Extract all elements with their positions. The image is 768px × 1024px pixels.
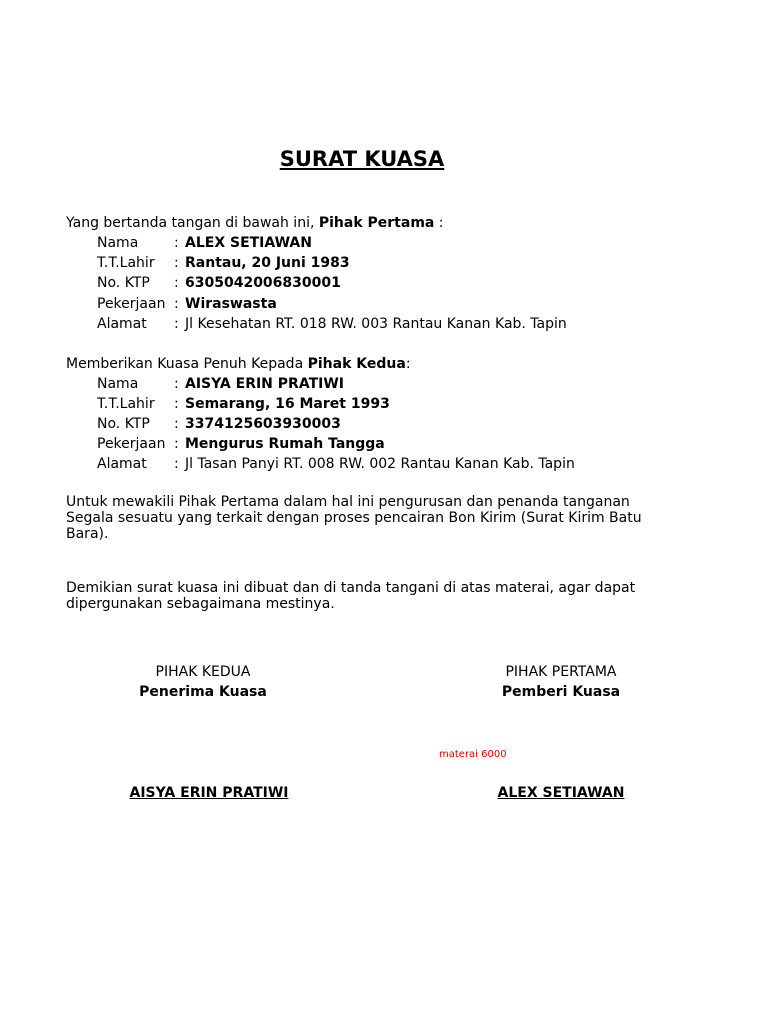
intro-party-name: Pihak Kedua: [307, 356, 406, 372]
field-value-address: Jl Tasan Panyi RT. 008 RW. 002 Rantau Kanan Kab. Tapin: [185, 456, 575, 472]
field-label-birth: T.T.Lahir: [97, 255, 155, 271]
right-party-role: Pemberi Kuasa: [501, 684, 621, 700]
field-label-ktp: No. KTP: [97, 416, 150, 432]
field-colon: :: [174, 416, 179, 432]
field-value-ktp: 3374125603930003: [185, 416, 341, 432]
field-value-name: AISYA ERIN PRATIWI: [185, 376, 344, 392]
field-colon: :: [174, 376, 179, 392]
document-title: SURAT KUASA: [279, 147, 445, 171]
left-party-role: Penerima Kuasa: [139, 684, 267, 700]
field-value-name: ALEX SETIAWAN: [185, 235, 312, 251]
left-party-label: PIHAK KEDUA: [155, 664, 251, 680]
field-label-address: Alamat: [97, 316, 147, 332]
purpose-paragraph: Untuk mewakili Pihak Pertama dalam hal ini pengurusan dan penanda tanganan Segala sesuatu yang terkait dengan proses pencairan Bon Kirim (Surat Kirim Batu Bara).: [66, 494, 642, 542]
closing-paragraph: Demikian surat kuasa ini dibuat dan di tanda tangani di atas materai, agar dapat dipergunakan sebagaimana mestinya.: [66, 580, 636, 612]
field-label-ktp: No. KTP: [97, 275, 150, 291]
field-label-address: Alamat: [97, 456, 147, 472]
intro-suffix: :: [405, 356, 411, 372]
intro-suffix: :: [434, 215, 444, 231]
first-party-intro: [66, 213, 444, 233]
field-value-ktp: 6305042006830001: [185, 275, 341, 291]
field-value-address: Jl Kesehatan RT. 018 RW. 003 Rantau Kanan Kab. Tapin: [185, 316, 567, 332]
field-label-occupation: Pekerjaan: [97, 436, 166, 452]
intro-text: Yang bertanda tangan di bawah ini,: [66, 215, 319, 231]
right-signatory-name: ALEX SETIAWAN: [497, 785, 625, 801]
field-colon: :: [174, 255, 179, 271]
field-colon: :: [174, 235, 179, 251]
intro-party-name: Pihak Pertama: [318, 215, 435, 231]
left-signatory-name: AISYA ERIN PRATIWI: [129, 785, 289, 801]
intro-text: Memberikan Kuasa Penuh Kepada: [66, 356, 308, 372]
field-colon: :: [174, 456, 179, 472]
field-colon: :: [174, 296, 179, 312]
field-colon: :: [174, 275, 179, 291]
field-label-birth: T.T.Lahir: [97, 396, 155, 412]
second-party-intro: [66, 354, 411, 374]
field-colon: :: [174, 316, 179, 332]
right-party-label: PIHAK PERTAMA: [505, 664, 617, 680]
field-value-occupation: Wiraswasta: [185, 296, 277, 312]
field-label-name: Nama: [97, 376, 139, 392]
field-label-occupation: Pekerjaan: [97, 296, 166, 312]
stamp-note: materai 6000: [439, 749, 507, 760]
field-label-name: Nama: [97, 235, 139, 251]
field-colon: :: [174, 396, 179, 412]
field-value-occupation: Mengurus Rumah Tangga: [185, 436, 385, 452]
field-value-birth: Semarang, 16 Maret 1993: [185, 396, 390, 412]
field-colon: :: [174, 436, 179, 452]
field-value-birth: Rantau, 20 Juni 1983: [185, 255, 350, 271]
